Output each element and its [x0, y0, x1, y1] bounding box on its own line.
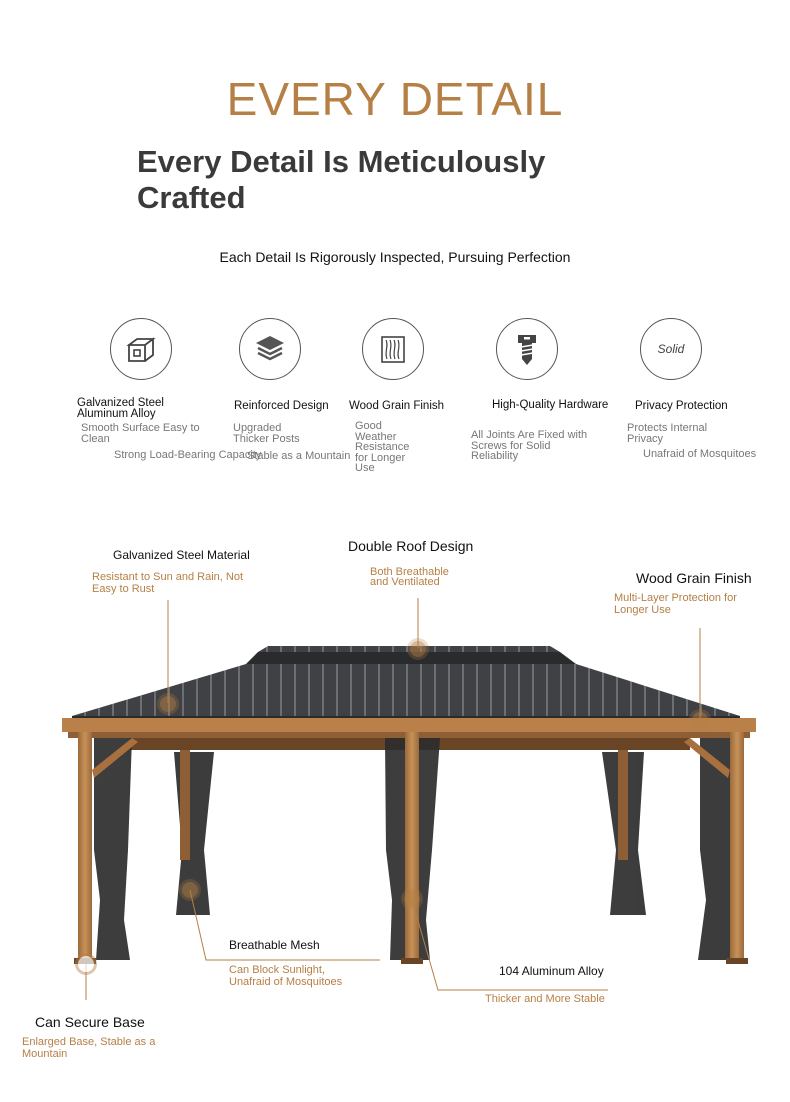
- page-subtitle: Every Detail Is Meticulously Crafted: [137, 144, 546, 215]
- marker-alloy[interactable]: [404, 891, 420, 907]
- feature-desc: Smooth Surface Easy to Clean: [81, 422, 200, 445]
- marker-galvanized[interactable]: [160, 696, 176, 712]
- callout-wood-title: Wood Grain Finish: [636, 570, 752, 586]
- callout-base-title: Can Secure Base: [35, 1014, 145, 1030]
- solid-badge-text: Solid: [657, 342, 685, 356]
- feature-title: Wood Grain Finish: [349, 400, 445, 412]
- callout-alloy-title: 104 Aluminum Alloy: [499, 964, 604, 978]
- callout-mesh-desc: Can Block Sunlight, Unafraid of Mosquitoes: [229, 964, 343, 988]
- feature-title: Galvanized Steel Aluminum Alloy: [77, 397, 164, 420]
- callout-mesh-title: Breathable Mesh: [229, 938, 320, 952]
- callout-roof-title: Double Roof Design: [348, 538, 474, 554]
- feature-desc: Good Weather Resistance for Longer Use: [355, 420, 410, 474]
- feature-desc: Strong Load-Bearing Capacity: [114, 449, 262, 461]
- callout-galvanized-title: Galvanized Steel Material: [113, 548, 250, 562]
- wood-posts: [74, 732, 748, 964]
- page-title: EVERY DETAIL: [226, 73, 564, 125]
- marker-roof[interactable]: [410, 641, 426, 657]
- marker-mesh[interactable]: [182, 882, 198, 898]
- feature-desc: All Joints Are Fixed with Screws for Solid Reliability: [471, 429, 588, 462]
- marker-wood[interactable]: [692, 712, 708, 728]
- feature-desc: Upgraded Thicker Posts: [233, 422, 300, 445]
- feature-desc: Unafraid of Mosquitoes: [643, 448, 757, 460]
- marker-base[interactable]: [78, 956, 94, 972]
- tagline: Each Detail Is Rigorously Inspected, Pursuing Perfection: [219, 249, 571, 265]
- feature-title: Reinforced Design: [234, 400, 329, 412]
- callout-wood-desc: Multi-Layer Protection for Longer Use: [614, 592, 737, 616]
- lower-roof: [72, 664, 740, 720]
- feature-title: Privacy Protection: [635, 400, 728, 412]
- callout-alloy-desc: Thicker and More Stable: [485, 993, 605, 1005]
- callout-galvanized-desc: Resistant to Sun and Rain, Not Easy to Rust: [92, 571, 244, 595]
- feature-desc: Stable as a Mountain: [247, 450, 351, 462]
- feature-title: High-Quality Hardware: [492, 399, 609, 411]
- callout-base-desc: Enlarged Base, Stable as a Mountain: [22, 1036, 156, 1060]
- roof-cornice: [62, 718, 756, 732]
- feature-desc: Protects Internal Privacy: [627, 422, 708, 445]
- callout-roof-desc: Both Breathable and Ventilated: [370, 566, 449, 588]
